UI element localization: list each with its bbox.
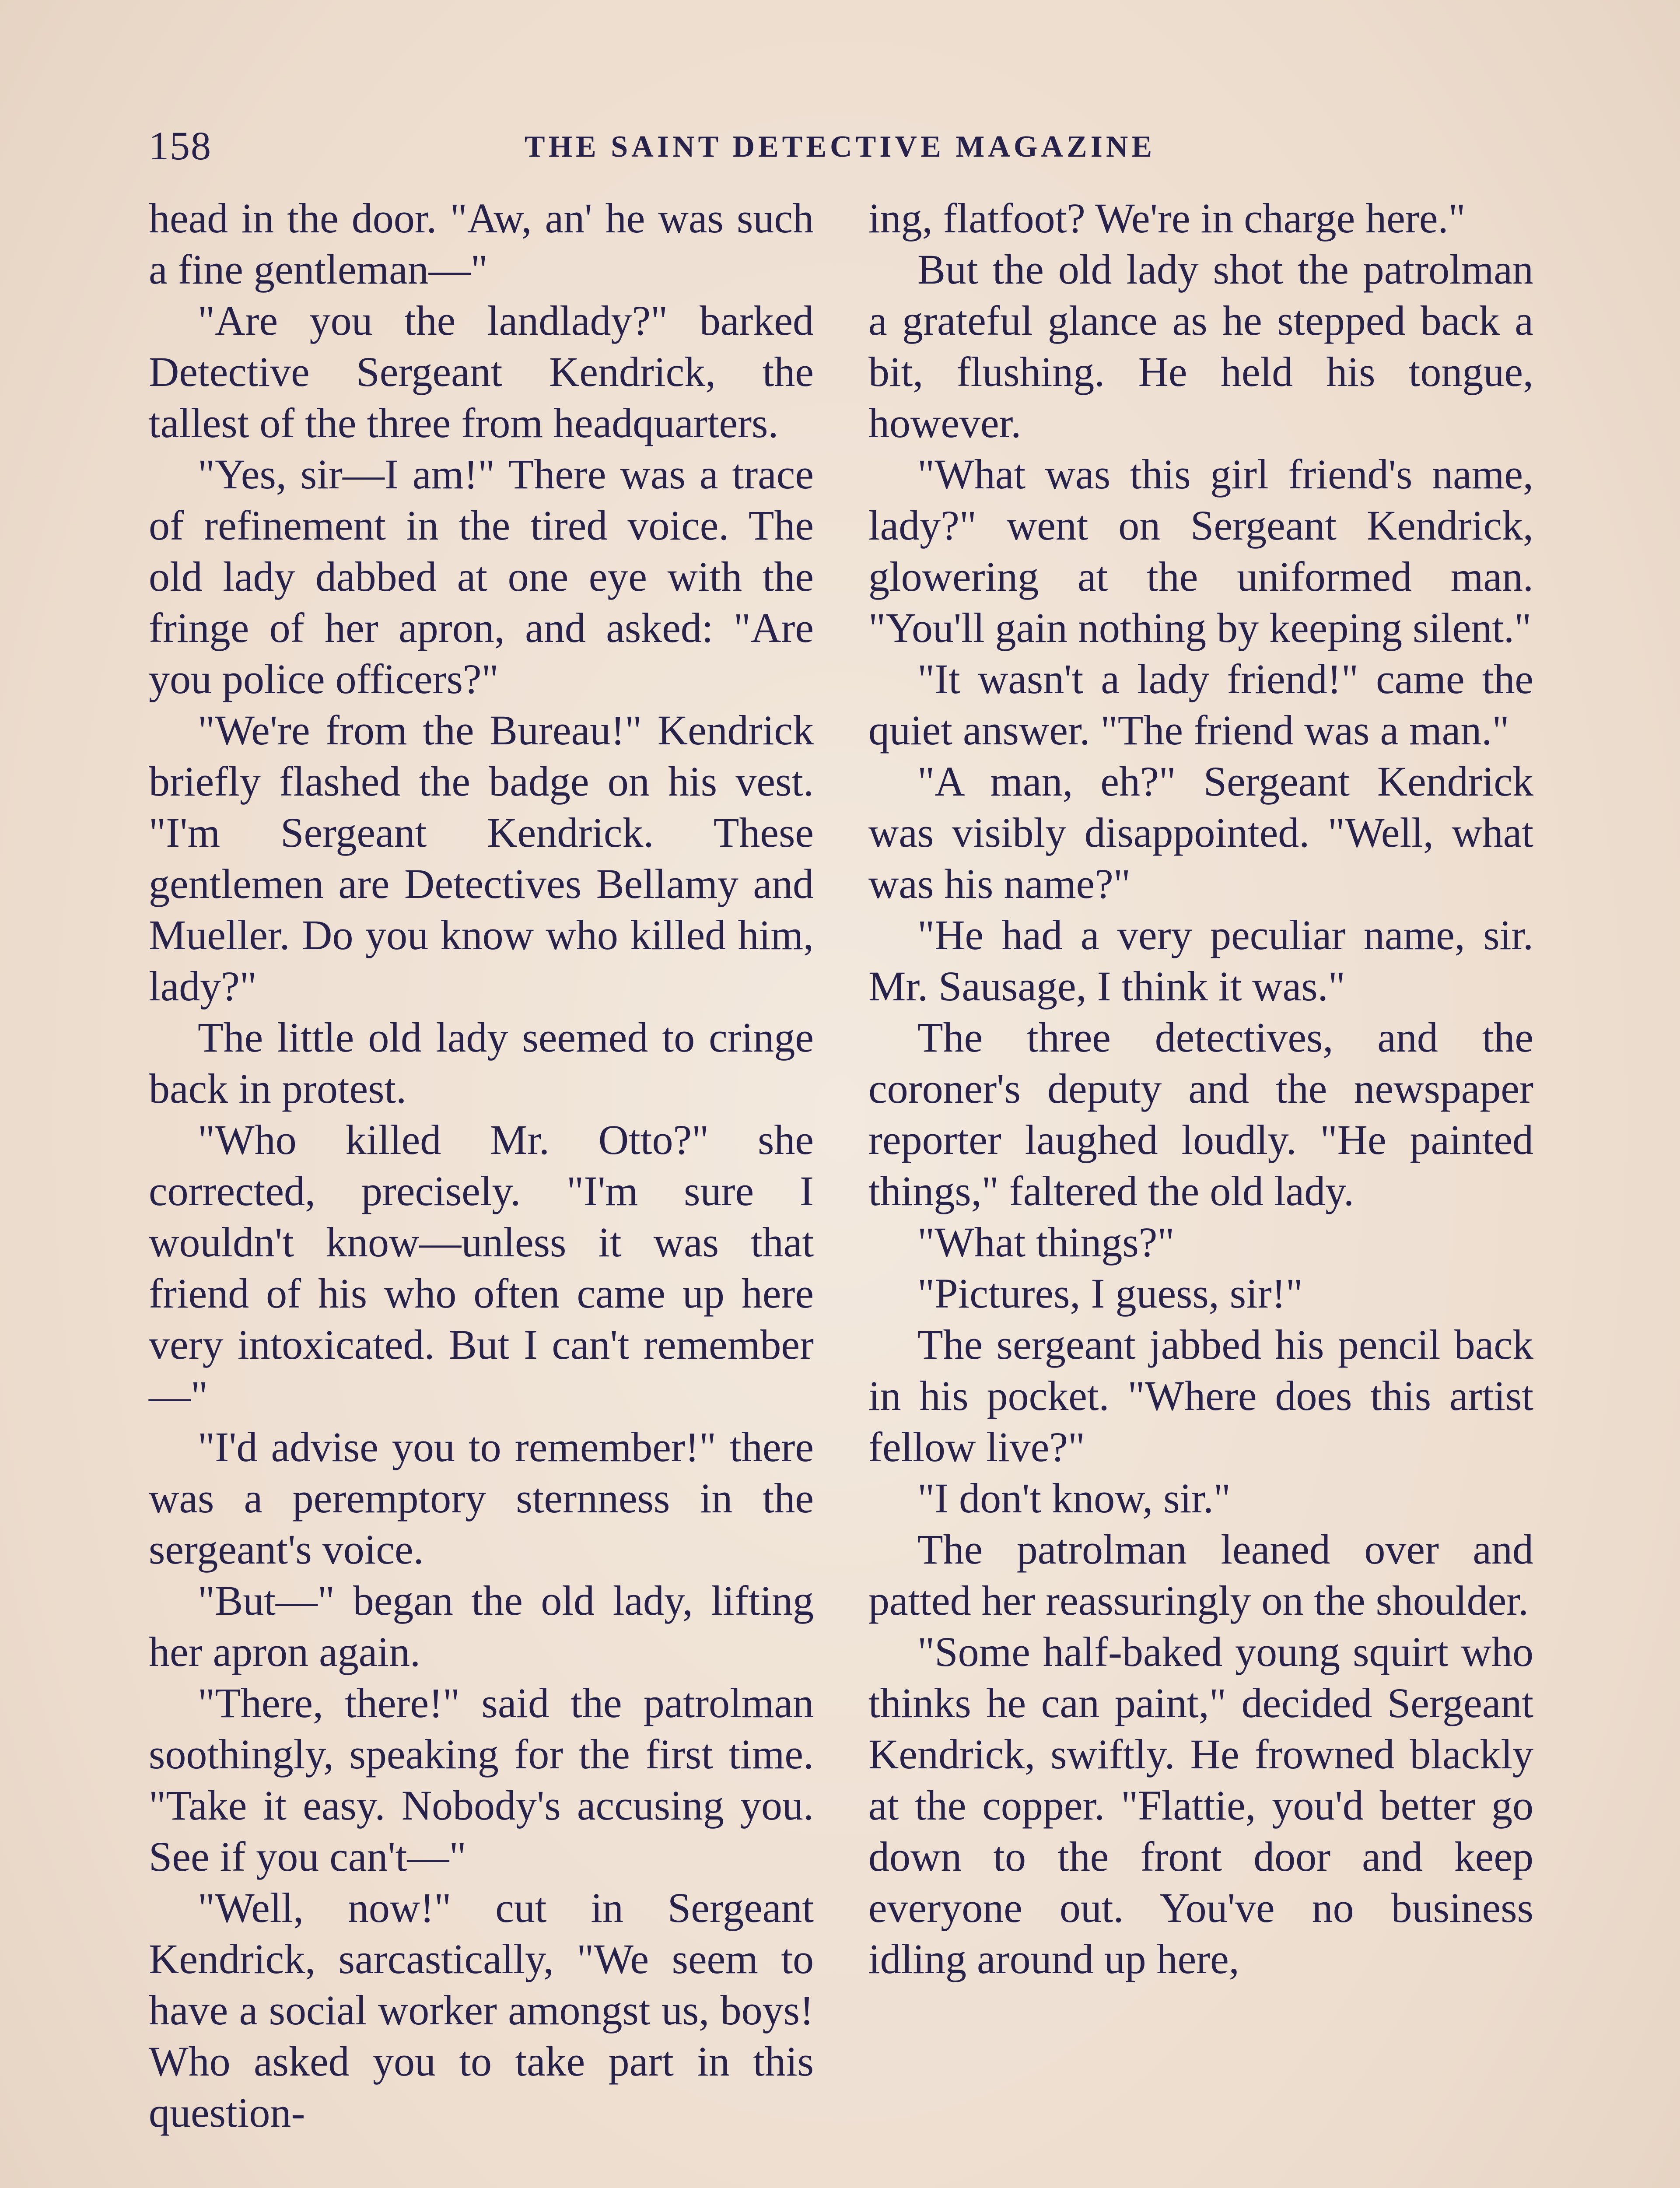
right-column xyxy=(868,193,1533,1985)
paragraph: The sergeant jabbed his pencil back in his pocket. "Where does this artist fellow live?" xyxy=(868,1321,1533,1470)
paragraph: "There, there!" said the patrolman soothingly, speaking for the first time. "Take it easy. Nobody's accusing you. See if you can't—" xyxy=(149,1680,814,1880)
paragraph: "Are you the landlady?" barked Detective Sergeant Kendrick, the tallest of the three from headquarters. xyxy=(149,297,814,446)
paragraph: The patrolman leaned over and patted her reassuringly on the shoulder. xyxy=(868,1526,1533,1624)
paragraph: "He had a very peculiar name, sir. Mr. Sausage, I think it was." xyxy=(868,912,1533,1010)
paragraph: "Who killed Mr. Otto?" she corrected, precisely. "I'm sure I wouldn't know—unless it was that friend of his who often came up here very intoxicated. But I can't remember—" xyxy=(149,1116,814,1419)
running-title: THE SAINT DETECTIVE MAGAZINE xyxy=(524,130,1156,164)
paragraph: "A man, eh?" Sergeant Kendrick was visibly disappointed. "Well, what was his name?" xyxy=(868,758,1533,907)
paragraph: ing, flatfoot? We're in charge here." xyxy=(868,195,1466,242)
paragraph: "But—" began the old lady, lifting her apron again. xyxy=(149,1577,814,1675)
paragraph: The little old lady seemed to cringe back in protest. xyxy=(149,1014,814,1112)
page-header xyxy=(149,123,1531,179)
left-column xyxy=(149,193,814,2138)
page-number: 158 xyxy=(149,123,212,168)
paragraph: "I don't know, sir." xyxy=(917,1475,1231,1522)
paragraph: "Well, now!" cut in Sergeant Kendrick, sarcastically, "We seem to have a social worker amongst us, boys! Who asked you to take part in this question- xyxy=(149,1884,814,2136)
paragraph: The three detectives, and the coroner's deputy and the newspaper reporter laughed loudly. "He painted things," faltered the old lady. xyxy=(868,1014,1533,1214)
paragraph: "Yes, sir—I am!" There was a trace of refinement in the tired voice. The old lady dabbed at one eye with the fringe of her apron, and asked: "Are you police officers?" xyxy=(149,451,814,702)
paragraph: "What things?" xyxy=(917,1219,1175,1266)
paragraph: "Some half-baked young squirt who thinks he can paint," decided Sergeant Kendrick, swiftly. He frowned blackly at the copper. "Flattie, you'd better go down to the front door and keep everyone out. You've no business idling around up here, xyxy=(868,1628,1533,1982)
paragraph: But the old lady shot the patrolman a grateful glance as he stepped back a bit, flushing. He held his tongue, however. xyxy=(868,246,1533,446)
paragraph: "Pictures, I guess, sir!" xyxy=(917,1270,1303,1317)
paragraph: "I'd advise you to remember!" there was a peremptory sternness in the sergeant's voice. xyxy=(149,1424,814,1573)
paragraph: head in the door. "Aw, an' he was such a fine gentleman—" xyxy=(149,195,814,293)
paragraph: "It wasn't a lady friend!" came the quiet answer. "The friend was a man." xyxy=(868,656,1533,754)
paragraph: "We're from the Bureau!" Kendrick briefly flashed the badge on his vest. "I'm Sergeant Kendrick. These gentlemen are Detectives Bellamy and Mueller. Do you know who killed him, lady?" xyxy=(149,707,814,1010)
paragraph: "What was this girl friend's name, lady?" went on Sergeant Kendrick, glowering at the uniformed man. "You'll gain nothing by keeping silent." xyxy=(868,451,1533,651)
